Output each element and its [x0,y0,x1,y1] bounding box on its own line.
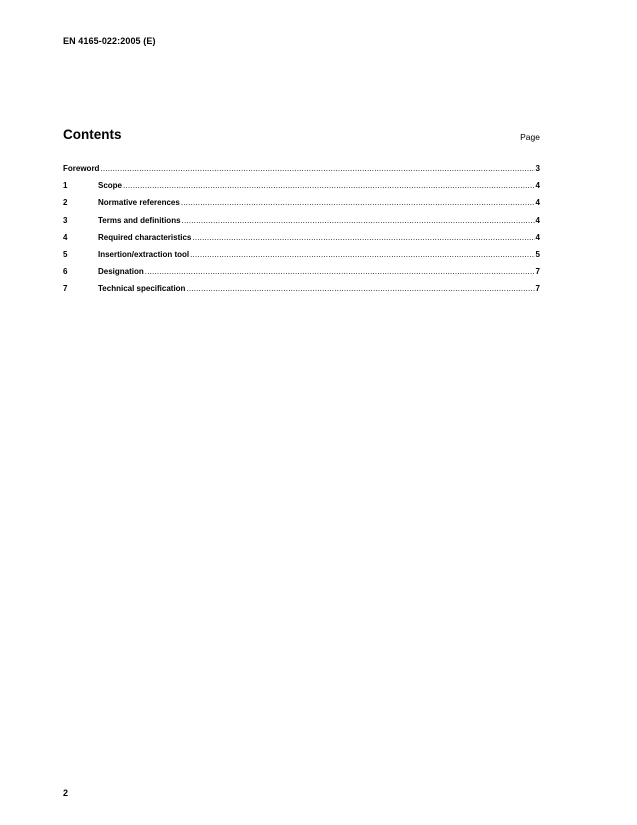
toc-entry-designation[interactable] [63,267,540,284]
toc-entry-technical-specification[interactable] [63,284,540,301]
toc-entry-title: Normative references [98,198,180,208]
document-id-header: EN 4165-022:2005 (E) [63,36,156,46]
toc-entry-number: 1 [63,181,68,191]
toc-entry-insertion-extraction-tool[interactable] [63,250,540,267]
toc-dot-leader [100,164,534,173]
toc-entry-title: Technical specification [98,284,186,294]
toc-entry-normative-references[interactable] [63,198,540,215]
toc-entry-number: 5 [63,249,68,259]
toc-entry-number: 3 [63,215,68,225]
table-of-contents [63,164,540,302]
contents-heading: Contents [63,127,122,142]
toc-dot-leader [186,284,534,293]
toc-entry-page: 4 [535,215,540,225]
toc-entry-foreword[interactable] [63,164,540,181]
toc-entry-page: 3 [535,164,540,173]
toc-entry-number: 4 [63,232,68,242]
toc-dot-leader [182,216,535,225]
toc-dot-leader [181,198,535,207]
toc-entry-page: 4 [535,181,540,191]
toc-entry-required-characteristics[interactable] [63,233,540,250]
toc-entry-title: Required characteristics [98,232,192,242]
page-number: 2 [63,788,69,798]
toc-dot-leader [190,250,534,259]
toc-entry-title: Terms and definitions [98,215,181,225]
toc-entry-title: Insertion/extraction tool [98,249,190,259]
toc-entry-number: 2 [63,198,68,208]
toc-entry-title: Foreword [63,164,100,173]
toc-entry-page: 4 [535,198,540,208]
page-column-label: Page [520,132,540,142]
toc-entry-number: 7 [63,284,68,294]
toc-entry-terms-and-definitions[interactable] [63,216,540,233]
toc-entry-scope[interactable] [63,181,540,198]
toc-dot-leader [123,181,535,190]
toc-entry-page: 4 [535,232,540,242]
toc-entry-title: Scope [98,181,123,191]
toc-entry-page: 7 [535,284,540,294]
toc-entry-title: Designation [98,267,144,277]
toc-entry-number: 6 [63,267,68,277]
toc-dot-leader [192,233,534,242]
toc-dot-leader [145,267,535,276]
toc-entry-page: 7 [535,267,540,277]
toc-entry-page: 5 [535,249,540,259]
